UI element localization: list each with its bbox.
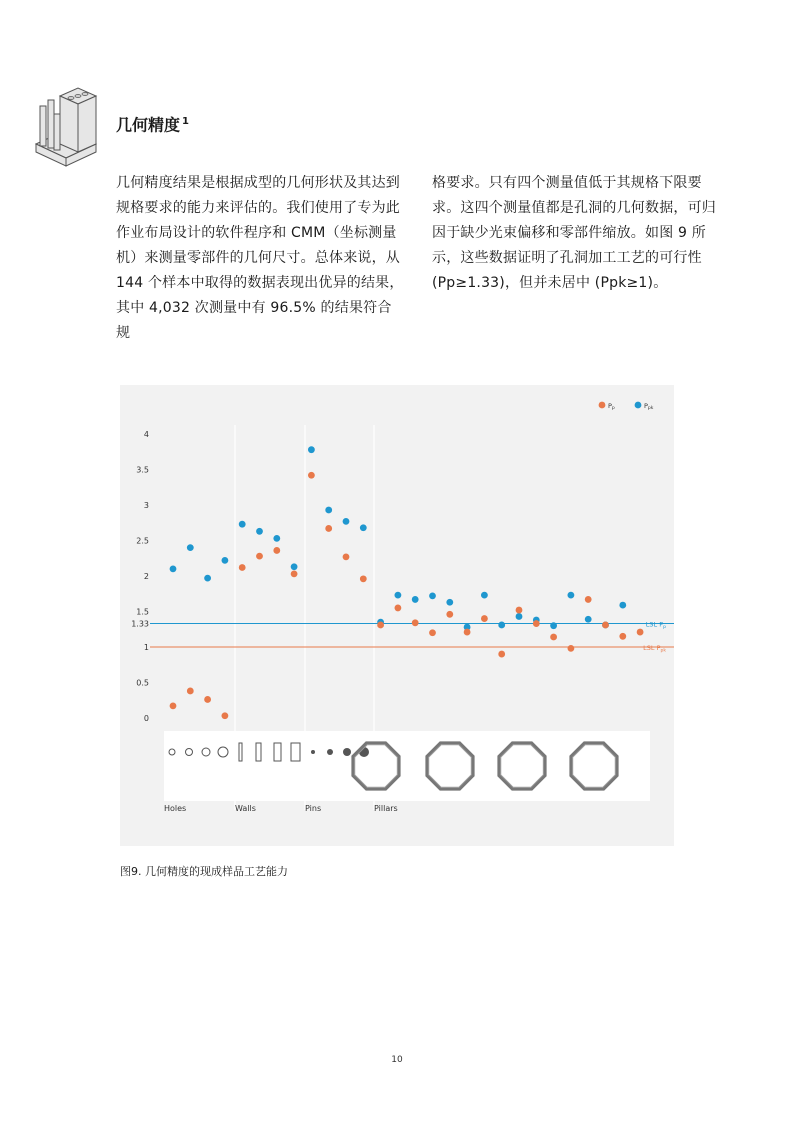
section-title: 几何精度 $^1$ xyxy=(116,115,189,135)
data-point-ppk xyxy=(343,553,350,560)
data-point-ppk xyxy=(550,634,557,641)
body-text-right: 格要求。只有四个测量值低于其规格下限要求。这四个测量值都是孔洞的几何数据，可归因于缺少光束偏移和零部件缩放。如图 9 所示，这些数据证明了孔洞加工工艺的可行性 (Pp≥1.33)，但并未居中 (Ppk≥1)。 xyxy=(432,175,716,291)
data-point-pp xyxy=(187,544,194,551)
data-point-pp xyxy=(498,622,505,629)
data-point-pp xyxy=(550,622,557,629)
data-point-pp xyxy=(568,592,575,599)
data-point-pp xyxy=(429,592,436,599)
data-point-pp xyxy=(481,592,488,599)
data-point-ppk xyxy=(516,607,523,614)
data-point-ppk xyxy=(291,570,298,577)
pin-shape-icon xyxy=(327,749,333,755)
data-point-ppk xyxy=(637,629,644,636)
legend-label-pp: Ppk xyxy=(644,402,654,411)
y-tick-label: 1 xyxy=(143,642,149,652)
body-text-left: 几何精度结果是根据成型的几何形状及其达到规格要求的能力来评估的。我们使用了专为此作业布局设计的软件程序和 CMM（坐标测量机）来测量零部件的几何尺寸。总体来说，从 144 个样本中取得的数据表现出优异的结果，其中 4,032 次测量中有 96.5% 的结果符合规 xyxy=(116,175,404,341)
data-point-ppk xyxy=(187,688,194,695)
data-point-ppk xyxy=(377,622,384,629)
data-point-pp xyxy=(412,596,419,603)
data-point-pp xyxy=(516,613,523,620)
page-number: 10 xyxy=(391,1055,403,1065)
data-point-ppk xyxy=(464,629,471,636)
data-point-pp xyxy=(395,592,402,599)
y-tick-label: 0 xyxy=(143,713,149,723)
data-point-ppk xyxy=(325,525,332,532)
legend-marker-pp xyxy=(635,402,642,409)
chart-canvas xyxy=(120,385,674,846)
group-label: Holes xyxy=(164,804,187,813)
y-tick-label: 1.5 xyxy=(136,607,149,617)
group-label: Pins xyxy=(305,804,322,813)
lsl-ppk-label: LSL $P_{pk}$ xyxy=(643,643,666,654)
data-point-ppk xyxy=(204,696,211,703)
data-point-ppk xyxy=(256,553,263,560)
figure-caption: 图9. 几何精度的现成样品工艺能力 xyxy=(120,865,288,878)
data-point-ppk xyxy=(602,622,609,629)
y-tick-label: 4 xyxy=(143,430,149,440)
data-point-ppk xyxy=(568,645,575,652)
y-tick-label: 0.5 xyxy=(136,678,149,688)
data-point-ppk xyxy=(308,472,315,479)
legend-marker-ppk xyxy=(599,402,606,409)
group-label: Pillars xyxy=(374,804,398,813)
data-point-ppk xyxy=(412,619,419,626)
footnote-marker: 1 xyxy=(182,116,189,127)
y-tick-label: 3.5 xyxy=(136,465,149,475)
data-point-ppk xyxy=(429,629,436,636)
y-tick-label: 1.33 xyxy=(131,619,149,629)
data-point-ppk xyxy=(619,633,626,640)
data-point-pp xyxy=(619,602,626,609)
data-point-ppk xyxy=(222,712,229,719)
data-point-pp xyxy=(273,535,280,542)
data-point-ppk xyxy=(446,611,453,618)
lsl-pp-label: LSL $P_p$ xyxy=(645,620,666,631)
data-point-ppk xyxy=(533,620,540,627)
data-point-pp xyxy=(343,518,350,525)
section-logo-icon xyxy=(26,86,98,170)
data-point-ppk xyxy=(360,575,367,582)
data-point-pp xyxy=(256,528,263,535)
data-point-ppk xyxy=(498,651,505,658)
process-capability-chart xyxy=(120,385,674,846)
data-point-ppk xyxy=(170,702,177,709)
shape-strip xyxy=(164,731,650,801)
data-point-ppk xyxy=(585,596,592,603)
data-point-pp xyxy=(585,616,592,623)
data-point-pp xyxy=(291,563,298,570)
data-point-pp xyxy=(360,524,367,531)
data-point-ppk xyxy=(481,615,488,622)
data-point-pp xyxy=(308,446,315,453)
y-tick-label: 3 xyxy=(143,501,149,511)
group-label: Walls xyxy=(235,804,256,813)
pin-shape-icon xyxy=(343,748,351,756)
data-point-ppk xyxy=(239,564,246,571)
legend-label-ppk: Pp xyxy=(608,402,615,411)
data-point-ppk xyxy=(273,547,280,554)
y-tick-label: 2.5 xyxy=(136,536,149,546)
data-point-pp xyxy=(204,575,211,582)
data-point-pp xyxy=(222,557,229,564)
data-point-pp xyxy=(170,566,177,573)
data-point-ppk xyxy=(395,605,402,612)
y-tick-label: 2 xyxy=(143,572,149,581)
pin-shape-icon xyxy=(311,750,315,754)
data-point-pp xyxy=(239,521,246,528)
data-point-pp xyxy=(325,507,332,514)
data-point-pp xyxy=(446,599,453,606)
